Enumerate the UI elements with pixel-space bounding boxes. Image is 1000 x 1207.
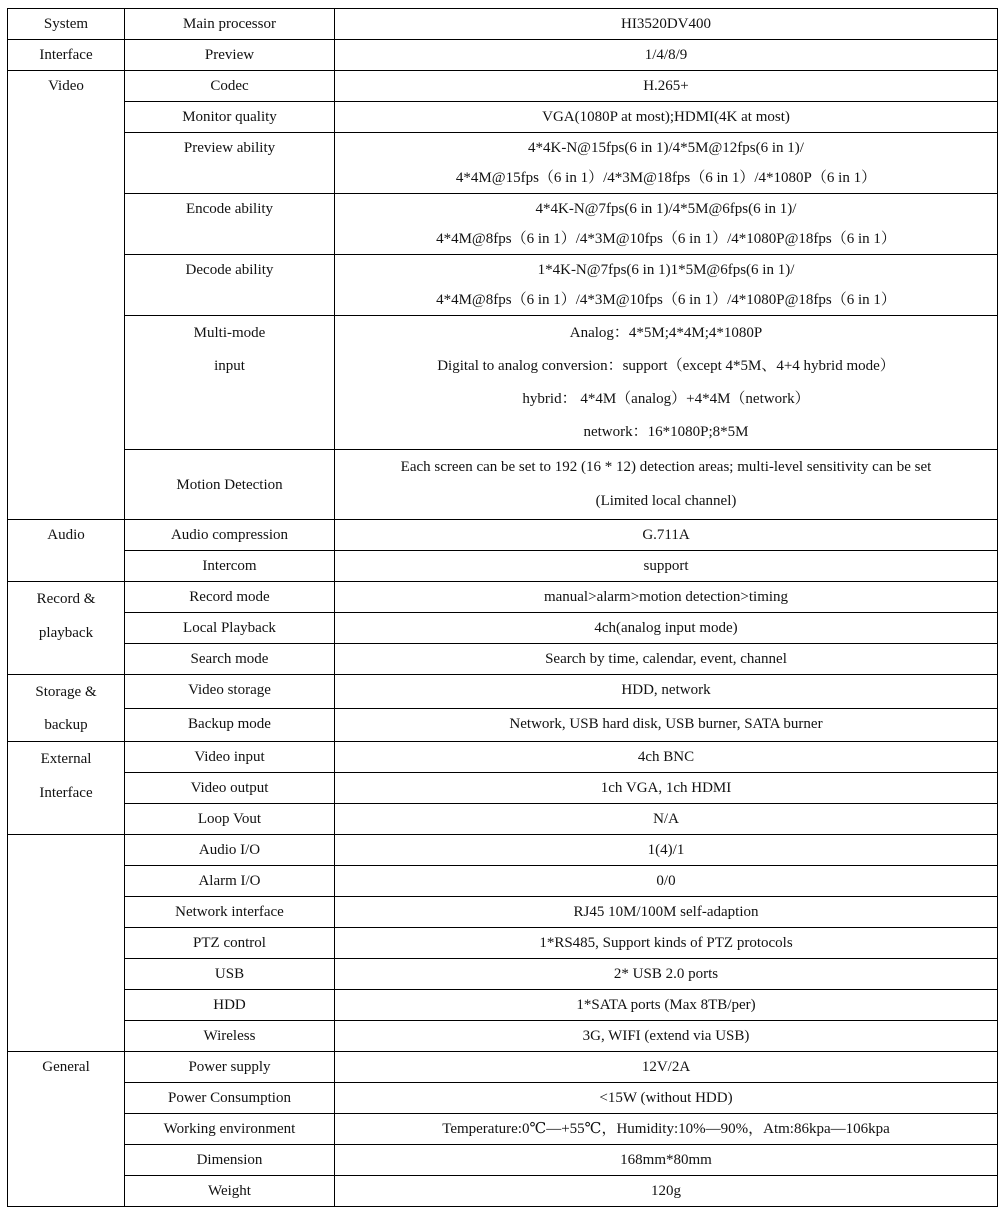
category-line: External — [40, 751, 92, 767]
category-cell: Interface — [8, 40, 125, 71]
feature-cell: Network interface — [125, 897, 335, 928]
feature-cell: HDD — [125, 990, 335, 1021]
value-cell — [335, 450, 998, 520]
category-line: backup — [44, 717, 88, 733]
table-row — [8, 835, 998, 866]
feature-cell: Power supply — [125, 1052, 335, 1083]
table-row — [8, 1176, 998, 1207]
spec-table — [7, 8, 998, 1207]
value-cell: 12V/2A — [335, 1052, 998, 1083]
value-line: Each screen can be set to 192 (16 * 12) detection areas; multi-level sensitivity can be set — [400, 459, 932, 475]
table-row — [8, 9, 998, 40]
feature-cell: PTZ control — [125, 928, 335, 959]
value-cell: Search by time, calendar, event, channel — [335, 644, 998, 675]
feature-cell: Video input — [125, 742, 335, 773]
table-row — [8, 990, 998, 1021]
value-line: 4*4M@8fps（6 in 1）/4*3M@10fps（6 in 1）/4*1080P@18fps（6 in 1） — [436, 231, 896, 247]
table-row — [8, 71, 998, 102]
value-line: 4*4K-N@15fps(6 in 1)/4*5M@12fps(6 in 1)/ — [528, 140, 804, 156]
feature-cell: Intercom — [125, 551, 335, 582]
feature-cell: Dimension — [125, 1145, 335, 1176]
value-cell — [335, 194, 998, 255]
table-row — [8, 866, 998, 897]
table-row — [8, 613, 998, 644]
value-cell: 1(4)/1 — [335, 835, 998, 866]
table-row — [8, 316, 998, 450]
value-line: 4*4M@8fps（6 in 1）/4*3M@10fps（6 in 1）/4*1080P@18fps（6 in 1） — [436, 292, 896, 308]
feature-cell: Preview ability — [125, 133, 335, 194]
feature-cell: Search mode — [125, 644, 335, 675]
value-cell: 120g — [335, 1176, 998, 1207]
table-row — [8, 675, 998, 709]
table-row — [8, 450, 998, 520]
table-row — [8, 708, 998, 742]
feature-cell: Main processor — [125, 9, 335, 40]
value-line: 1*4K-N@7fps(6 in 1)1*5M@6fps(6 in 1)/ — [537, 262, 795, 278]
feature-cell: Video output — [125, 773, 335, 804]
category-cell: System — [8, 9, 125, 40]
table-row — [8, 255, 998, 316]
table-row — [8, 102, 998, 133]
table-row — [8, 582, 998, 613]
value-cell: Temperature:0℃—+55℃，Humidity:10%—90%，Atm:86kpa—106kpa — [335, 1114, 998, 1145]
table-row — [8, 804, 998, 835]
value-cell: HDD, network — [335, 675, 998, 709]
feature-cell: Monitor quality — [125, 102, 335, 133]
table-row — [8, 1021, 998, 1052]
category-cell — [8, 675, 125, 742]
value-cell: 168mm*80mm — [335, 1145, 998, 1176]
table-row — [8, 742, 998, 773]
table-row — [8, 520, 998, 551]
category-cell — [8, 835, 125, 1052]
value-cell — [335, 316, 998, 450]
feature-cell: Local Playback — [125, 613, 335, 644]
table-row — [8, 928, 998, 959]
table-row — [8, 1145, 998, 1176]
value-line: (Limited local channel) — [595, 493, 737, 509]
value-cell: 1ch VGA, 1ch HDMI — [335, 773, 998, 804]
value-line: 4*4M@15fps（6 in 1）/4*3M@18fps（6 in 1）/4*1080P（6 in 1） — [455, 170, 877, 186]
category-line: playback — [38, 625, 94, 641]
table-row — [8, 40, 998, 71]
table-row — [8, 959, 998, 990]
table-row — [8, 133, 998, 194]
feature-line: input — [214, 358, 245, 374]
category-cell — [8, 742, 125, 835]
feature-cell: Codec — [125, 71, 335, 102]
feature-cell: Decode ability — [125, 255, 335, 316]
value-cell: G.711A — [335, 520, 998, 551]
category-cell — [8, 582, 125, 675]
value-cell — [335, 255, 998, 316]
feature-cell: Wireless — [125, 1021, 335, 1052]
feature-cell — [125, 316, 335, 450]
table-row — [8, 897, 998, 928]
category-cell: General — [8, 1052, 125, 1207]
feature-cell: Record mode — [125, 582, 335, 613]
table-row — [8, 644, 998, 675]
value-cell: 1*SATA ports (Max 8TB/per) — [335, 990, 998, 1021]
table-row — [8, 1083, 998, 1114]
category-cell: Video — [8, 71, 125, 520]
category-line: Record & — [36, 591, 96, 607]
value-line: Analog：4*5M;4*4M;4*1080P — [569, 325, 763, 341]
value-line: Digital to analog conversion：support（except 4*5M、4+4 hybrid mode） — [437, 358, 895, 374]
feature-cell: Power Consumption — [125, 1083, 335, 1114]
feature-line: Multi-mode — [193, 325, 266, 341]
value-cell: 4ch BNC — [335, 742, 998, 773]
feature-cell: Preview — [125, 40, 335, 71]
value-cell: 3G, WIFI (extend via USB) — [335, 1021, 998, 1052]
table-row — [8, 551, 998, 582]
category-line: Interface — [39, 785, 93, 801]
value-cell: Network, USB hard disk, USB burner, SATA burner — [335, 708, 998, 742]
value-cell: 2* USB 2.0 ports — [335, 959, 998, 990]
feature-cell: Video storage — [125, 675, 335, 709]
table-row — [8, 1052, 998, 1083]
value-line: hybrid： 4*4M（analog）+4*4M（network） — [522, 391, 810, 407]
value-cell: <15W (without HDD) — [335, 1083, 998, 1114]
feature-cell: USB — [125, 959, 335, 990]
category-cell: Audio — [8, 520, 125, 582]
feature-cell: Audio compression — [125, 520, 335, 551]
category-line: Storage & — [35, 684, 97, 700]
value-cell: RJ45 10M/100M self-adaption — [335, 897, 998, 928]
value-line: network：16*1080P;8*5M — [583, 424, 749, 440]
value-cell: 1*RS485, Support kinds of PTZ protocols — [335, 928, 998, 959]
feature-cell: Backup mode — [125, 708, 335, 742]
feature-cell: Audio I/O — [125, 835, 335, 866]
value-cell — [335, 133, 998, 194]
table-row — [8, 1114, 998, 1145]
feature-cell: Working environment — [125, 1114, 335, 1145]
value-cell: VGA(1080P at most);HDMI(4K at most) — [335, 102, 998, 133]
feature-cell: Weight — [125, 1176, 335, 1207]
value-cell: support — [335, 551, 998, 582]
value-cell: manual>alarm>motion detection>timing — [335, 582, 998, 613]
feature-cell: Encode ability — [125, 194, 335, 255]
value-line: 4*4K-N@7fps(6 in 1)/4*5M@6fps(6 in 1)/ — [535, 201, 797, 217]
value-cell: N/A — [335, 804, 998, 835]
table-row — [8, 194, 998, 255]
value-cell: HI3520DV400 — [335, 9, 998, 40]
feature-cell: Motion Detection — [125, 450, 335, 520]
feature-cell: Alarm I/O — [125, 866, 335, 897]
feature-cell: Loop Vout — [125, 804, 335, 835]
value-cell: 0/0 — [335, 866, 998, 897]
table-row — [8, 773, 998, 804]
value-cell: 1/4/8/9 — [335, 40, 998, 71]
value-cell: 4ch(analog input mode) — [335, 613, 998, 644]
value-cell: H.265+ — [335, 71, 998, 102]
